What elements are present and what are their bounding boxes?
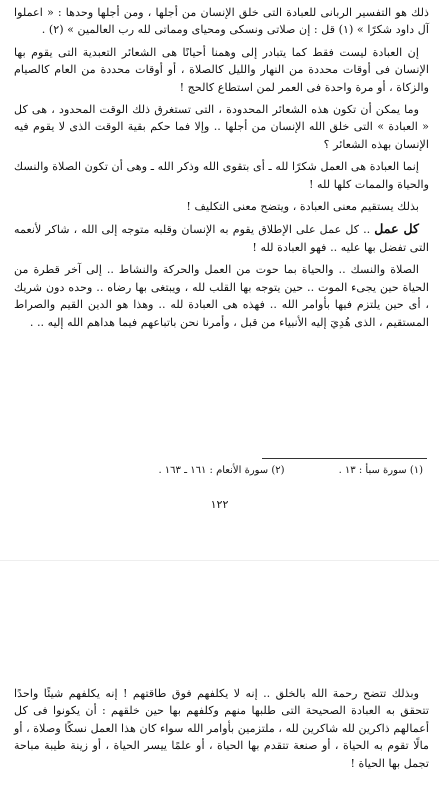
footnote-1: (١) سورة سبأ : ١٣ . bbox=[338, 465, 423, 476]
bottom-page-body bbox=[14, 685, 429, 777]
top-page-body bbox=[14, 4, 429, 336]
footnote-2: (٢) سورة الأنعام : ١٦١ ـ ١٦٣ . bbox=[158, 465, 285, 476]
footnotes bbox=[104, 465, 423, 476]
paragraph-3: وما يمكن أن تكون هذه الشعائر المحدودة ، التى تستغرق ذلك الوقت المحدود ، هى كل « العبادة » التى خلق الله الإنسان من أجلها .. وإلا فما حكم بقية الوقت الذى لا يقوم فيه الإنسان بهذه الشعائر ؟ bbox=[14, 103, 429, 151]
paragraph-6-rest: .. كل عمل على الإطلاق يقوم به الإنسان وقلبه متوجه إلى الله ، شاكر لأنعمه التى تفضل بها عليه .. فهو العبادة لله ! bbox=[14, 223, 429, 254]
paragraph-2: إن العبادة ليست فقط كما يتبادر إلى وهمنا أحيانًا هى الشعائر التعبدية التى يقوم بها الإنسان فى أوقات محددة من النهار والليل كالصلاة ، أو أوقات محددة من العام كالصيام والزكاة ، أو مرة واحدة فى العمر لمن استطاع كالحج ! bbox=[14, 45, 429, 94]
paragraph-7: الصلاة والنسك .. والحياة بما حوت من العمل والحركة والنشاط .. إلى آخر قطرة من الحياة حين يجىء الموت .. حين يتوجه بها القلب لله ، ويبتغى بها رضاه .. وحده دون شريك ، أى حين يلتزم فيها بأوامر الله .. فهذه هى العبادة لله .. وهذا هو الدين القيم والصراط المستقيم ، الذى هُدِيَ إليه الأنبياء من قبل ، وأمرنا نحن باتباعهم فيما هداهم الله إليه .. . bbox=[14, 263, 429, 329]
paragraph-1: ذلك هو التفسير الربانى للعبادة التى خلق الإنسان من أجلها ، ومن أجلها وحدها : « اعملوا آل داود شكرًا » (١) قل : إن صلاتى ونسكى ومحياى ومماتى لله رب العالمين » (٢) . bbox=[14, 6, 429, 37]
footnote-divider bbox=[262, 458, 427, 459]
paragraph-6 bbox=[14, 220, 429, 256]
page-number: ١٢٢ bbox=[210, 498, 229, 511]
bold-lead: كل عمل bbox=[374, 221, 419, 237]
bottom-page bbox=[0, 560, 439, 801]
paragraph-5: بذلك يستقيم معنى العبادة ، ويتضح معنى التكليف ! bbox=[186, 200, 419, 214]
bottom-paragraph-1: وبذلك تتضح رحمة الله بالخلق .. إنه لا يكلفهم فوق طاقتهم ! إنه يكلفهم شيئًا واحدًا تتحقق به العبادة الصحيحة التى طلبها منهم وكلفهم بها حين خلقهم : أن يكونوا فى كل أعمالهم ذاكرين لله شاكرين لله ، ملتزمين بأوامر الله سواء كان هذا العمل نسكًا وصلاة ، أو مالًا تقوم به الحياة ، أو صنعة تتقدم بها الحياة ، أو علمًا ييسر الحياة ، أو زينة طيبة مباحة تجمل بها الحياة ! bbox=[14, 687, 429, 770]
paragraph-4: إنما العبادة هى العمل شكرًا لله ـ أى بتقوى الله وذكر الله ـ وهى أن تكون الصلاة والنسك والحياة والممات كلها لله ! bbox=[14, 160, 429, 191]
